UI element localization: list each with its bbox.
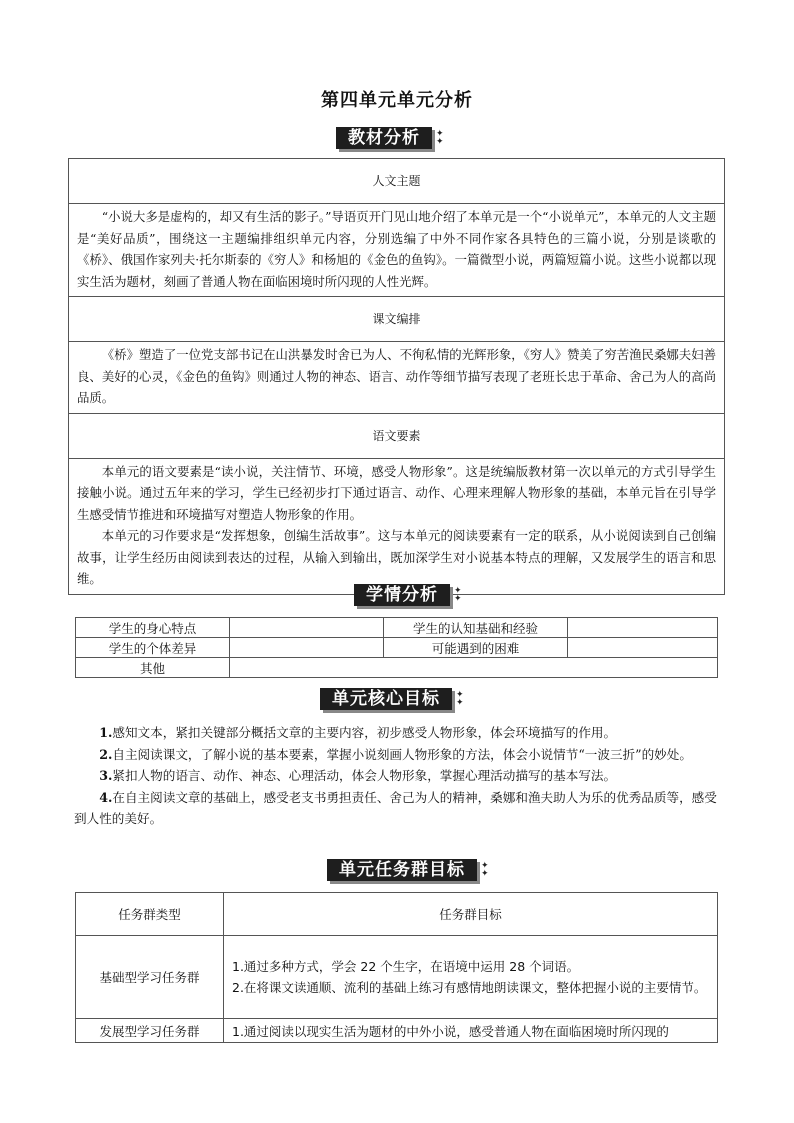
table-header: 任务群目标 — [224, 893, 718, 936]
sparkle-icon: ✦ ✦ — [454, 586, 462, 604]
table-row — [76, 658, 718, 678]
arrangement-text: 《桥》塑造了一位党支部书记在山洪暴发时舍已为人、不徇私情的光辉形象，《穷人》赞美了穷苦渔民桑娜夫妇善良、美好的心灵，《金色的鱼钩》则通过人物的神态、语言、动作等细节描写表现了老班长忠于革命、舍己为人的高尚品质。 — [69, 342, 724, 414]
goal-item: 3.紧扣人物的语言、动作、神态、心理活动，体会人物形象，掌握心理活动描写的基本写法。 — [99, 768, 617, 783]
learning-analysis-table — [75, 617, 718, 678]
table-cell — [224, 936, 718, 1019]
section-banner-learning — [354, 582, 462, 608]
page-title: 第四单元单元分析 — [321, 90, 473, 111]
goal-item: 1.感知文本，紧扣关键部分概括文章的主要内容，初步感受人物形象，体会环境描写的作用。 — [99, 725, 617, 740]
table-cell — [230, 638, 384, 658]
sparkle-icon: ✦ ✦ — [481, 861, 489, 879]
table-cell: 基础型学习任务群 — [76, 936, 224, 1019]
table-cell: 其他 — [76, 658, 230, 678]
core-goals-list — [74, 722, 718, 830]
table-cell: 可能遇到的困难 — [384, 638, 568, 658]
section-title: 单元核心目标 — [320, 688, 452, 710]
theme-text: “小说大多是虚构的，却又有生活的影子。”导语页开门见山地介绍了本单元是一个“小说单元”，本单元的人文主题是“美好品质”，围绕这一主题编排组织单元内容，分别选编了中外不同作家各具特色的三篇小说，分别是谈歌的《桥》、俄国作家列夫·托尔斯泰的《穷人》和杨旭的《金色的鱼钩》。一篇微型小说，两篇短篇小说。这些小说都以现实生活为题材，刻画了普通人物在面临困境时所闪现的人性光辉。 — [69, 204, 724, 297]
goal-line: 1.通过多种方式，学会 22 个生字，在语境中运用 28 个词语。 — [232, 959, 580, 974]
theme-header: 人文主题 — [69, 159, 724, 204]
sparkle-icon: ✦ ✦ — [456, 690, 464, 708]
goal-item: 4.在自主阅读文章的基础上，感受老支书勇担责任、舍己为人的精神，桑娜和渔夫助人为乐的优秀品质等，感受到人性的美好。 — [74, 789, 717, 826]
section-banner-textbook — [336, 125, 444, 151]
table-cell: 发展型学习任务群 — [76, 1019, 224, 1043]
table-row — [76, 1019, 718, 1043]
table-cell: 学生的个体差异 — [76, 638, 230, 658]
table-row — [76, 893, 718, 936]
goal-line: 1.通过阅读以现实生活为题材的中外小说，感受普通人物在面临困境时所闪现的 — [232, 1024, 669, 1039]
task-group-table — [75, 892, 718, 1043]
textbook-analysis-box — [68, 158, 725, 595]
goal-line: 2.在将课文读通顺、流利的基础上练习有感情地朗读课文，整体把握小说的主要情节。 — [232, 980, 707, 995]
section-title: 学情分析 — [354, 584, 450, 606]
section-banner-core — [320, 686, 464, 712]
elements-header: 语文要素 — [69, 414, 724, 459]
arrangement-header: 课文编排 — [69, 297, 724, 342]
table-cell — [568, 618, 718, 638]
table-cell — [224, 1019, 718, 1043]
elements-text — [69, 459, 724, 594]
table-cell — [230, 658, 718, 678]
section-title: 单元任务群目标 — [327, 859, 477, 881]
elements-paragraph-1: 本单元的语文要素是“读小说，关注情节、环境，感受人物形象”。这是统编版教材第一次以单元的方式引导学生接触小说。通过五年来的学习，学生已经初步打下通过语言、动作、心理来理解人物形象的基础，本单元旨在引导学生感受情节推进和环境描写对塑造人物形象的作用。 — [77, 463, 716, 522]
elements-paragraph-2: 本单元的习作要求是“发挥想象，创编生活故事”。这与本单元的阅读要素有一定的联系，从小说阅读到自己创编故事，让学生经历由阅读到表达的过程，从输入到输出，既加深学生对小说基本特点的理解，又发展学生的语言和思维。 — [77, 528, 716, 586]
section-banner-task — [327, 857, 489, 883]
table-cell — [230, 618, 384, 638]
table-header: 任务群类型 — [76, 893, 224, 936]
table-cell: 学生的身心特点 — [76, 618, 230, 638]
table-row — [76, 618, 718, 638]
table-cell: 学生的认知基础和经验 — [384, 618, 568, 638]
table-row — [76, 638, 718, 658]
sparkle-icon: ✦ ✦ — [436, 129, 444, 147]
table-cell — [568, 638, 718, 658]
goal-item: 2.自主阅读课文，了解小说的基本要素，掌握小说刻画人物形象的方法，体会小说情节“一波三折”的妙处。 — [99, 746, 692, 762]
table-row — [76, 936, 718, 1019]
section-title: 教材分析 — [336, 127, 432, 149]
